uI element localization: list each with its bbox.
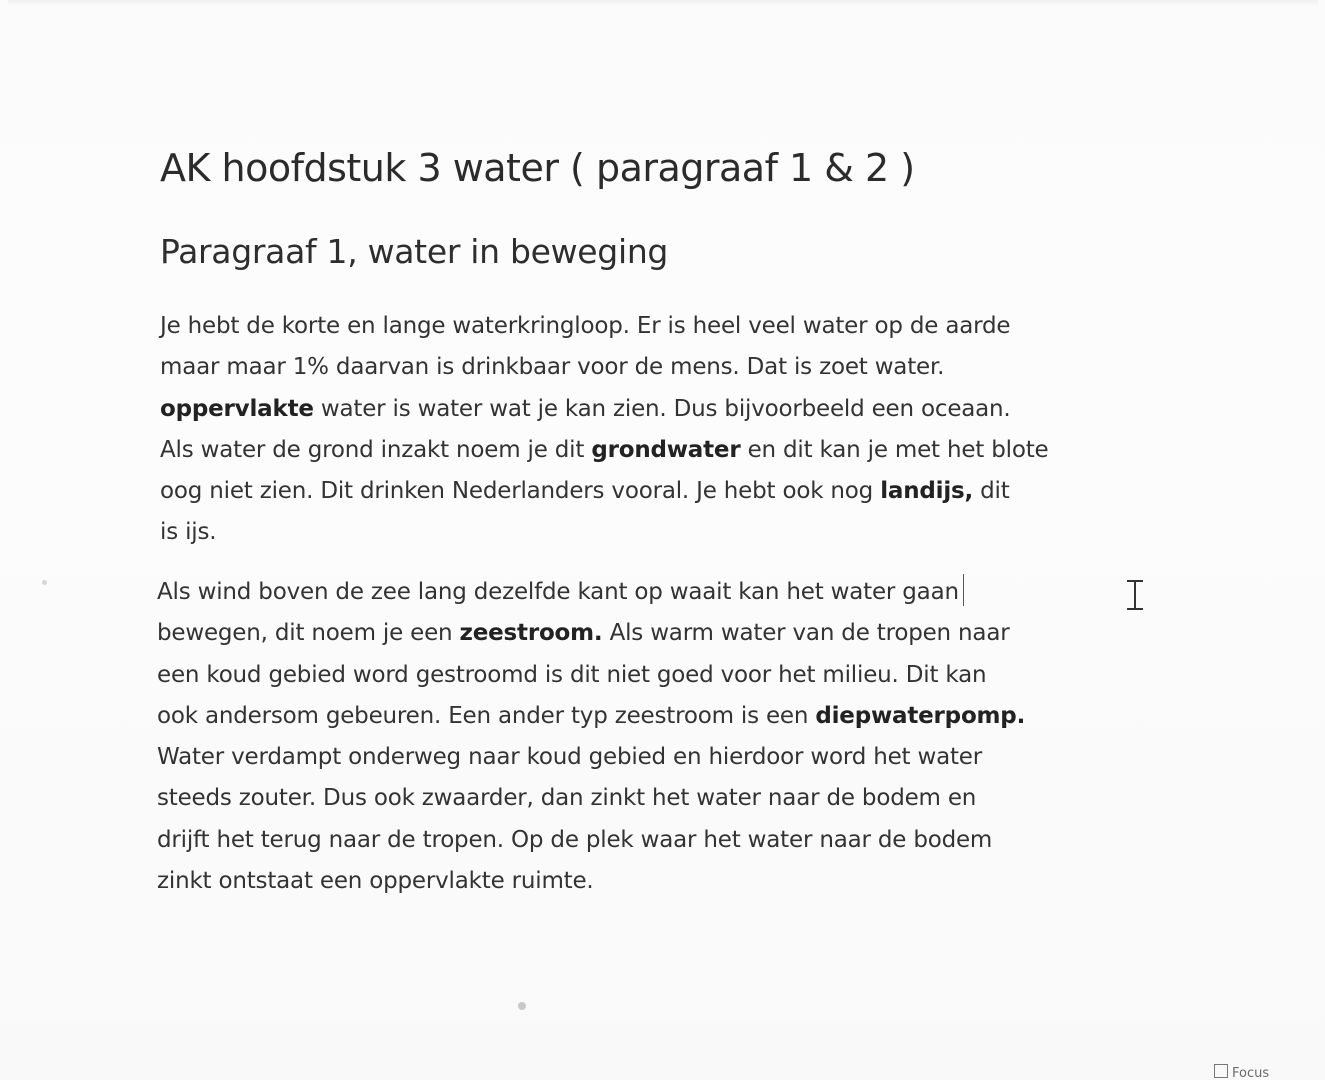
paragraph-1-line-6: is ijs.	[160, 519, 217, 546]
paragraph-1-line-5-end: dit	[973, 478, 1010, 505]
term-oppervlakte: oppervlakte	[160, 395, 314, 422]
term-grondwater: grondwater	[591, 436, 741, 463]
paragraph-1-line-3-text: water is water wat je kan zien. Dus bijvoorbeeld een oceaan.	[313, 395, 1011, 422]
paragraph-2-line-1	[157, 572, 1025, 613]
text-cursor-icon	[1124, 578, 1146, 612]
paragraph-2-line-2-start: bewegen, dit noem je een	[157, 620, 460, 647]
scan-speck-bottom	[518, 1002, 526, 1010]
section-heading[interactable]: Paragraaf 1, water in beweging	[160, 232, 669, 271]
paragraph-2-line-5: Water verdampt onderweg naar koud gebied en hierdoor word het water	[157, 744, 983, 771]
paragraph-1[interactable]	[160, 306, 1048, 554]
term-zeestroom: zeestroom.	[459, 620, 603, 647]
page-top-edge	[8, 0, 1318, 6]
paragraph-2-line-1-text: Als wind boven de zee lang dezelfde kant op waait kan het water gaan	[157, 579, 959, 605]
text-cursor-stem	[1134, 580, 1136, 610]
paragraph-2-line-7: drijft het terug naar de tropen. Op de plek waar het water naar de bodem	[157, 826, 993, 853]
paragraph-2-line-8: zinkt ontstaat een oppervlakte ruimte.	[157, 868, 594, 895]
scan-speck-left	[42, 580, 47, 585]
paragraph-1-line-4-start: Als water de grond inzakt noem je dit	[160, 436, 592, 463]
paragraph-2-line-6: steeds zouter. Dus ook zwaarder, dan zinkt het water naar de bodem en	[157, 785, 977, 812]
paragraph-2-line-4-start: ook andersom gebeuren. Een ander typ zeestroom is een	[157, 702, 816, 729]
paragraph-1-line-3	[160, 389, 1048, 430]
text-caret	[963, 574, 964, 606]
paragraph-2-line-4	[157, 696, 1025, 737]
focus-label: Focus	[1232, 1066, 1270, 1080]
paragraph-2[interactable]	[157, 572, 1025, 902]
focus-icon	[1214, 1064, 1228, 1078]
paragraph-1-line-4	[160, 430, 1048, 471]
paragraph-1-line-2: maar maar 1% daarvan is drinkbaar voor de mens. Dat is zoet water.	[160, 354, 945, 381]
paragraph-1-line-1: Je hebt de korte en lange waterkringloop. Er is heel veel water op de aarde	[160, 313, 1011, 339]
document-title[interactable]: AK hoofdstuk 3 water ( paragraaf 1 & 2 )	[160, 146, 915, 190]
term-landijs: landijs,	[880, 478, 974, 505]
focus-mode-button[interactable]	[1214, 1064, 1269, 1080]
paragraph-2-line-3: een koud gebied word gestroomd is dit niet goed voor het milieu. Dit kan	[157, 661, 987, 688]
paragraph-1-line-5	[160, 471, 1048, 512]
paragraph-1-line-5-start: oog niet zien. Dit drinken Nederlanders vooral. Je hebt ook nog	[160, 478, 881, 505]
term-diepwaterpomp: diepwaterpomp.	[815, 702, 1026, 729]
paragraph-2-line-2	[157, 613, 1025, 654]
text-cursor-bottom	[1127, 608, 1143, 610]
paragraph-2-line-2-end: Als warm water van de tropen naar	[602, 620, 1010, 647]
paragraph-1-line-4-end: en dit kan je met het blote	[740, 436, 1049, 463]
